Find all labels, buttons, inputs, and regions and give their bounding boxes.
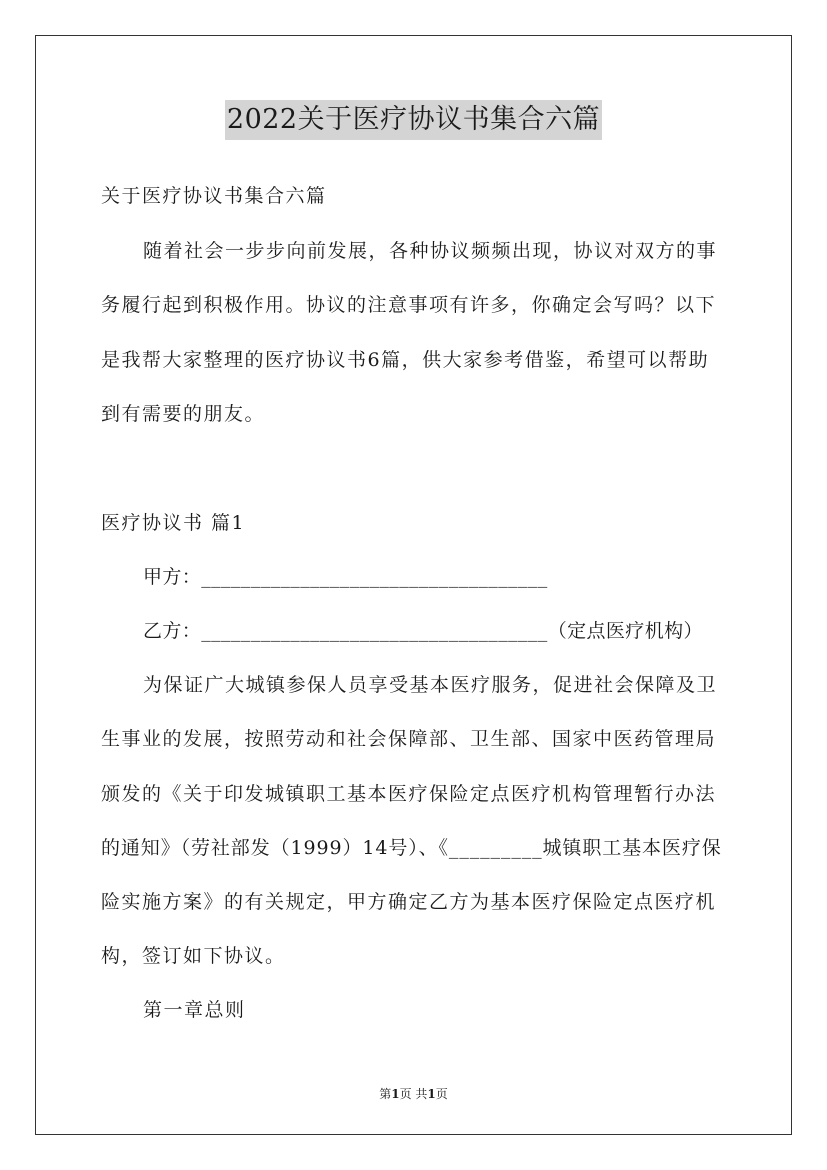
paragraph-line: 险实施方案》的有关规定，甲方确定乙方为基本医疗保险定点医疗机 bbox=[101, 891, 717, 913]
title-container bbox=[0, 100, 827, 140]
subtitle-line: 关于医疗协议书集合六篇 bbox=[101, 185, 327, 207]
paragraph-line: 为保证广大城镇参保人员享受基本医疗服务，促进社会保障及卫 bbox=[143, 674, 718, 696]
party-a-line: 甲方：___________________________________ bbox=[143, 566, 548, 588]
footer-current-page: 1 bbox=[391, 1087, 400, 1101]
document-title: 2022关于医疗协议书集合六篇 bbox=[225, 100, 602, 140]
party-b-line: 乙方：___________________________________（定点医疗机构） bbox=[143, 620, 703, 642]
section-heading: 医疗协议书 篇1 bbox=[101, 512, 246, 534]
paragraph-line: 是我帮大家整理的医疗协议书6篇，供大家参考借鉴，希望可以帮助 bbox=[101, 349, 710, 371]
chapter-heading: 第一章总则 bbox=[143, 999, 246, 1021]
footer-page-mid: 页 共 bbox=[399, 1087, 428, 1101]
paragraph-line: 务履行起到积极作用。协议的注意事项有许多，你确定会写吗？以下 bbox=[101, 294, 717, 316]
footer-page-prefix: 第 bbox=[379, 1087, 392, 1101]
paragraph-line: 的通知》（劳社部发（1999）14号）、《_________城镇职工基本医疗保 bbox=[101, 837, 722, 859]
paragraph-line: 到有需要的朋友。 bbox=[101, 403, 266, 425]
footer-total-pages: 1 bbox=[427, 1087, 436, 1101]
page-footer bbox=[0, 1085, 827, 1102]
paragraph-line: 颁发的《关于印发城镇职工基本医疗保险定点医疗机构管理暂行办法 bbox=[101, 783, 717, 805]
paragraph-line: 随着社会一步步向前发展，各种协议频频出现，协议对双方的事 bbox=[143, 240, 718, 262]
paragraph-line: 生事业的发展，按照劳动和社会保障部、卫生部、国家中医药管理局 bbox=[101, 728, 717, 750]
footer-page-suffix: 页 bbox=[435, 1087, 448, 1101]
paragraph-line: 构，签订如下协议。 bbox=[101, 945, 286, 967]
